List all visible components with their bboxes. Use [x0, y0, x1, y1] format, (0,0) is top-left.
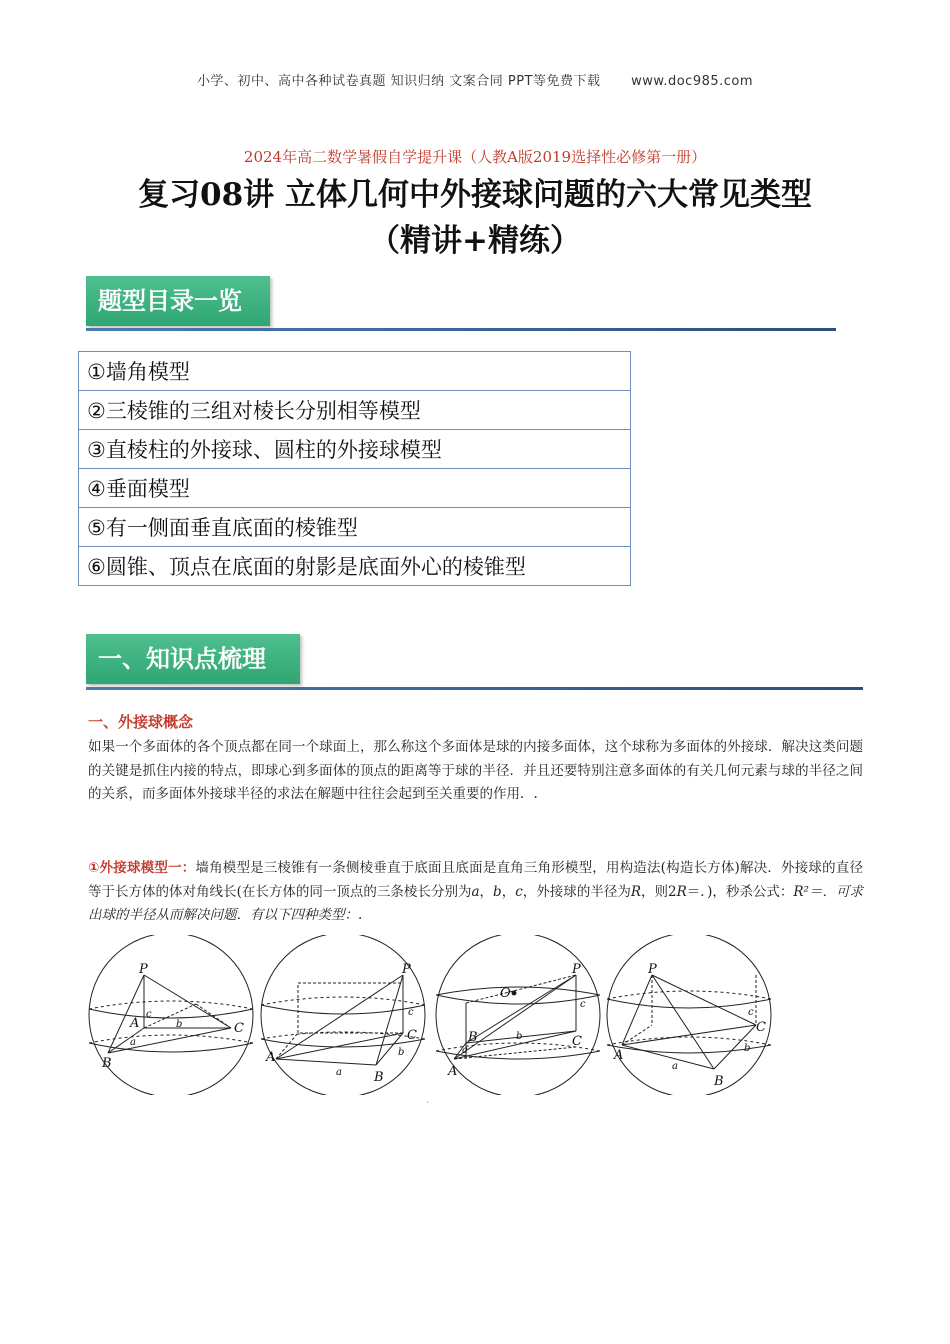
- label-p: P: [572, 962, 581, 977]
- sphere-figure-1: [86, 935, 256, 1095]
- label-c: C: [234, 1021, 244, 1036]
- header-url[interactable]: www.doc985.com: [631, 74, 754, 89]
- toc-item[interactable]: ③直棱柱的外接球、圆柱的外接球模型: [79, 430, 631, 469]
- label-b: B: [468, 1030, 478, 1045]
- label-edge-a: a: [130, 1037, 136, 1048]
- toc-rule: [86, 328, 836, 331]
- var-c: c: [515, 883, 523, 900]
- stray-dot: ·: [426, 1098, 430, 1109]
- sphere-figure-2: [258, 935, 428, 1095]
- toc-row: [79, 547, 631, 586]
- label-a: A: [130, 1016, 140, 1031]
- label-b: B: [102, 1056, 112, 1071]
- toc-row: [79, 469, 631, 508]
- toc-row: [79, 508, 631, 547]
- label-b: B: [374, 1070, 384, 1085]
- var-b: b: [493, 883, 502, 900]
- model-text: 可求出球的半径从而解决问题．有以下四种类型：.: [88, 883, 864, 923]
- label-a: A: [448, 1064, 458, 1079]
- sep: ，: [479, 883, 494, 900]
- sep: ，: [501, 883, 516, 900]
- label-c: C: [572, 1034, 582, 1049]
- label-p: P: [648, 962, 657, 977]
- page-header: [0, 70, 950, 89]
- section-paragraph: 如果一个多面体的各个顶点都在同一个球面上，那么称这个多面体是球的内接多面体，这个球称为多面体的外接球．解决这类问题的关键是抓住内接的特点，即球心到多面体的顶点的距离等于球的半径．并且还要特别注意多面体的有关几何元素与球的半径之间的关系，而多面体外接球半径的求法在解题中往往会起到至关重要的作用．.: [88, 739, 863, 802]
- toc-item[interactable]: ④垂面模型: [79, 469, 631, 508]
- var-a: a: [471, 883, 480, 900]
- label-o: O: [500, 986, 511, 1001]
- header-text: 小学、初中、高中各种试卷真题 知识归纳 文案合同 PPT等免费下载: [196, 74, 601, 89]
- label-edge-c: c: [580, 999, 586, 1010]
- sphere-figure-3: [432, 935, 604, 1095]
- label-edge-b: b: [744, 1043, 751, 1054]
- knowledge-rule: [86, 687, 863, 690]
- sphere-figure-4: [604, 935, 774, 1095]
- toc-item[interactable]: ②三棱锥的三组对棱长分别相等模型: [79, 391, 631, 430]
- label-edge-b: b: [516, 1031, 523, 1042]
- toc-row: [79, 391, 631, 430]
- formula: R²＝．: [793, 883, 836, 900]
- label-edge-a: a: [672, 1061, 678, 1072]
- label-edge-c: c: [408, 1007, 414, 1018]
- toc-banner: 题型目录一览: [86, 276, 270, 326]
- label-p: P: [139, 962, 148, 977]
- label-edge-b: b: [176, 1019, 183, 1030]
- toc-item[interactable]: ⑤有一侧面垂直底面的棱锥型: [79, 508, 631, 547]
- title-line-2: （精讲+精练）: [369, 223, 581, 259]
- label-edge-b: b: [398, 1047, 405, 1058]
- model-text: ，则2: [641, 883, 677, 900]
- model-label: ①外接球模型一：: [88, 860, 196, 876]
- label-edge-a: a: [462, 1045, 468, 1056]
- sphere-outline: [607, 935, 771, 1095]
- toc-item[interactable]: ⑥圆锥、顶点在底面的射影是底面外心的棱锥型: [79, 547, 631, 586]
- title-line-1: 复习08讲 立体几何中外接球问题的六大常见类型: [138, 177, 812, 213]
- label-c: C: [407, 1028, 417, 1043]
- toc-row: [79, 352, 631, 391]
- label-b: B: [714, 1074, 724, 1089]
- page-title: [0, 172, 950, 264]
- label-edge-a: a: [336, 1067, 342, 1078]
- label-c: C: [756, 1020, 766, 1035]
- model-text: 墙角模型是三棱锥有一条侧棱垂直于底面且底面是直角三角形模型，用构造法(构造长方体)解决．外接球的直径等于长方体的体对角线长(在长方体的同一顶点的三条棱长分别为: [88, 860, 863, 900]
- knowledge-banner: 一、知识点梳理: [86, 634, 300, 684]
- var-r: R: [676, 883, 687, 900]
- model-text: ＝．)，秒杀公式：: [686, 883, 794, 900]
- section-heading: 一、外接球概念: [88, 713, 194, 731]
- label-p: P: [402, 962, 411, 977]
- sphere-outline: [89, 935, 253, 1095]
- var-r: R: [630, 883, 642, 900]
- label-edge-c: c: [748, 1007, 754, 1018]
- toc-item[interactable]: ①墙角模型: [79, 352, 631, 391]
- course-subtitle: 2024年高二数学暑假自学提升课（人教A版2019选择性必修第一册）: [243, 148, 707, 166]
- toc-row: [79, 430, 631, 469]
- model-paragraph: [88, 857, 863, 928]
- label-edge-c: c: [146, 1009, 152, 1020]
- label-a: A: [266, 1050, 276, 1065]
- model-text: ，外接球的半径为: [522, 883, 631, 900]
- label-a: A: [614, 1048, 624, 1063]
- toc-table: [78, 351, 631, 586]
